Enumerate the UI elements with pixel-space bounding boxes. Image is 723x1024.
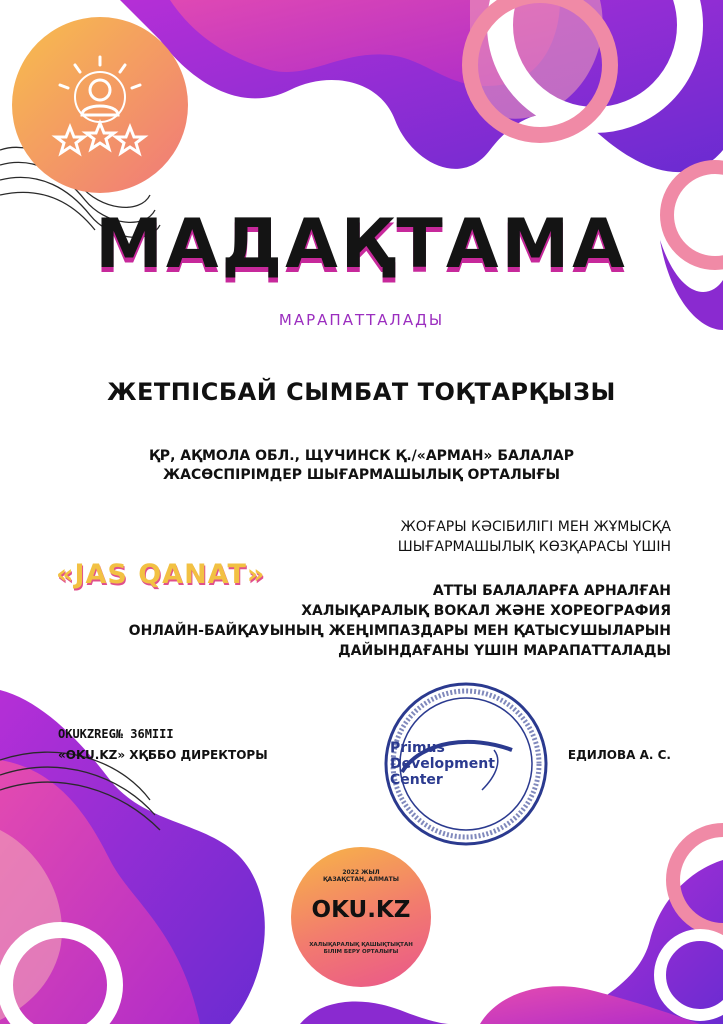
- registration-number: OKUKZREG№ 36MIII: [58, 727, 174, 741]
- director-name: ЕДИЛОВА А. С.: [567, 748, 671, 762]
- merit-line: ЖОҒАРЫ КӘСІБИЛІГІ МЕН ЖҰМЫСҚА: [400, 519, 671, 535]
- contest-line: ОНЛАЙН-БАЙҚАУЫНЫҢ ЖЕҢІМПАЗДАРЫ МЕН ҚАТЫСУШЫЛАРЫН: [128, 623, 671, 639]
- merit-text: [251, 517, 671, 557]
- contest-line: ДАЙЫНДАҒАНЫ ҮШІН МАРАПАТТАЛАДЫ: [338, 643, 671, 659]
- oku-kz-logo: [291, 847, 431, 987]
- stamp-brand-line: Development: [390, 756, 495, 772]
- logo-sub-line: ХАЛЫҚАРАЛЫҚ ҚАШЫҚТЫҚТАН: [309, 942, 413, 948]
- official-stamp: [382, 680, 550, 848]
- director-title: «OKU.KZ» ХҚББО ДИРЕКТОРЫ: [58, 748, 268, 762]
- recipient-name: ЖЕТПІСБАЙ СЫМБАТ ТОҚТАРҚЫЗЫ: [107, 378, 616, 406]
- contest-line: АТТЫ БАЛАЛАРҒА АРНАЛҒАН: [432, 583, 671, 599]
- stamp-brand-line: Center: [390, 772, 443, 788]
- person-stars-icon: [40, 45, 160, 165]
- logo-subtitle: [301, 942, 421, 956]
- logo-sub-line: БІЛІМ БЕРУ ОРТАЛЫҒЫ: [323, 949, 399, 955]
- stamp-brand-line: Primus: [390, 740, 445, 756]
- certificate-title: МАДАҚТАМА: [95, 205, 628, 284]
- logo-name: OKU.KZ: [311, 897, 411, 923]
- contest-name: «JAS QANAT»: [56, 559, 266, 590]
- certificate-subtitle: МАРАПАТТАЛАДЫ: [278, 311, 445, 329]
- organization-line: ЖАСӨСПІРІМДЕР ШЫҒАРМАШЫЛЫҚ ОРТАЛЫҒЫ: [162, 467, 561, 483]
- merit-line: ШЫҒАРМАШЫЛЫҚ КӨЗҚАРАСЫ ҮШІН: [397, 539, 671, 555]
- recipient-organization: [80, 447, 643, 485]
- logo-year-line: 2022 ЖЫЛ: [342, 869, 380, 876]
- logo-city-line: ҚАЗАҚСТАН, АЛМАТЫ: [323, 876, 399, 883]
- organization-line: ҚР, АҚМОЛА ОБЛ., ЩУЧИНСК Қ./«АРМАН» БАЛАЛАР: [148, 448, 575, 464]
- contest-description: [111, 581, 671, 661]
- logo-year: [291, 869, 431, 883]
- contest-line: ХАЛЫҚАРАЛЫҚ ВОКАЛ ЖӘНЕ ХОРЕОГРАФИЯ: [301, 603, 671, 619]
